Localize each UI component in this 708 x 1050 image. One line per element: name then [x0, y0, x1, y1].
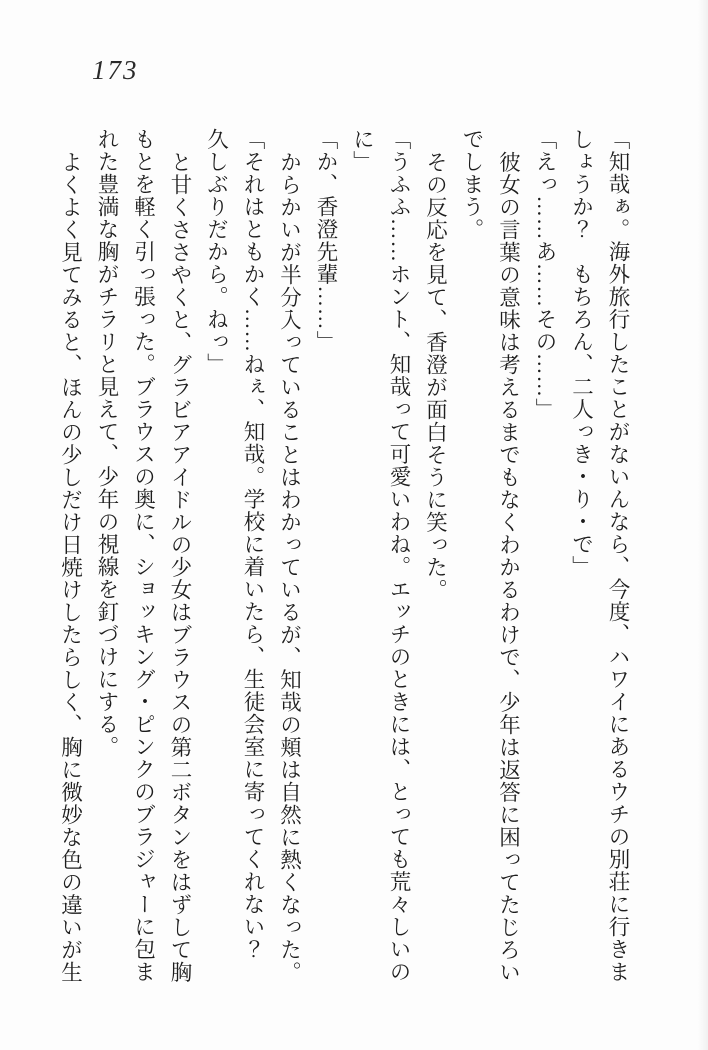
text-line: と甘くささやくと、グラビアアイドルの少女はブラウスの第二ボタンをはずして胸: [168, 150, 192, 983]
scan-edge-shade: [698, 0, 708, 1050]
text-line: その反応を見て、香澄が面白そうに笑った。: [423, 150, 448, 601]
text-line: れた豊満な胸がチラリと見えて、少年の視線を釘づけにする。: [95, 128, 119, 758]
text-line: 久しぶりだから。ねっ」: [204, 128, 229, 376]
text-line: 「知哉ぁ。海外旅行したことがないんなら、今度、ハワイにあるウチの別荘に行きま: [606, 128, 630, 983]
text-line: でしまう。: [460, 128, 484, 241]
text-line: しょうか？ もちろん、二人っき・り・で」: [569, 128, 594, 578]
text-line: からかいが半分入っていることはわかっているが、知哉の頬は自然に熱くなった。: [277, 150, 302, 983]
text-line: に」: [350, 128, 375, 173]
text-line: 「か、香澄先輩……」: [314, 128, 338, 353]
text-line: もとを軽く引っ張った。ブラウスの奥に、ショッキング・ピンクのブラジャーに包ま: [131, 128, 156, 983]
text-block: [52, 128, 636, 1008]
page-number: 173: [92, 55, 139, 85]
text-line: 「うふふ……ホント、知哉って可愛いわね。エッチのときには、とっても荒々しいの: [387, 128, 411, 983]
text-line: よくよく見てみると、ほんの少しだけ日焼けしたらしく、胸に微妙な色の違いが生: [58, 150, 83, 983]
text-line: 彼女の言葉の意味は考えるまでもなくわかるわけで、少年は返答に困ってたじろい: [496, 150, 521, 983]
text-line: 「えっ……あ……その……」: [533, 128, 557, 421]
text-line: 「それはともかく……ねぇ、知哉。学校に着いたら、生徒会室に寄ってくれない？: [241, 128, 265, 961]
